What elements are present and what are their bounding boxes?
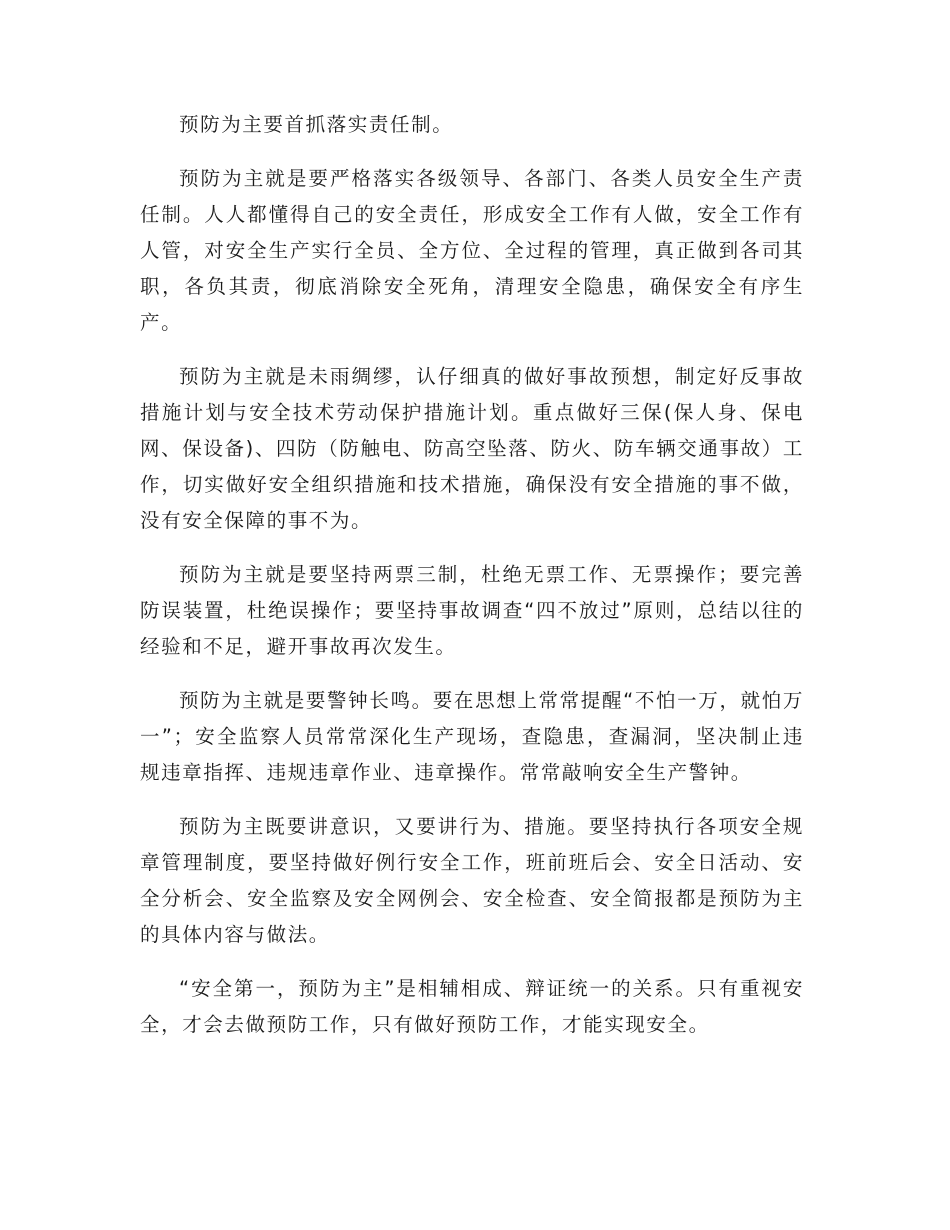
paragraph-3: 预防为主就是未雨绸缪，认仔细真的做好事故预想，制定好反事故措施计划与安全技术劳动保护措施计划。重点做好三保(保人身、保电网、保设备)、四防（防触电、防高空坠落、防火、防车辆交通事故）工作，切实做好安全组织措施和技术措施，确保没有安全措施的事不做，没有安全保障的事不为。 <box>140 365 804 532</box>
document-body <box>140 107 804 1061</box>
paragraph-2: 预防为主就是要严格落实各级领导、各部门、各类人员安全生产责任制。人人都懂得自己的安全责任，形成安全工作有人做，安全工作有人管，对安全生产实行全员、全方位、全过程的管理，真正做到各司其职，各负其责，彻底消除安全死角，清理安全隐患，确保安全有序生产。 <box>140 167 804 334</box>
paragraph-4: 预防为主就是要坚持两票三制，杜绝无票工作、无票操作；要完善防误装置，杜绝误操作；要坚持事故调查“四不放过”原则，总结以往的经验和不足，避开事故再次发生。 <box>140 563 804 658</box>
paragraph-1: 预防为主要首抓落实责任制。 <box>179 113 454 136</box>
paragraph-7: “安全第一，预防为主”是相辅相成、辩证统一的关系。只有重视安全，才会去做预防工作，只有做好预防工作，才能实现安全。 <box>140 977 804 1036</box>
paragraph-5: 预防为主就是要警钟长鸣。要在思想上常常提醒“不怕一万，就怕万一”；安全监察人员常常深化生产现场，查隐患，查漏洞，坚决制止违规违章指挥、违规违章作业、违章操作。常常敲响安全生产警钟。 <box>140 689 804 784</box>
paragraph-6: 预防为主既要讲意识，又要讲行为、措施。要坚持执行各项安全规章管理制度，要坚持做好例行安全工作，班前班后会、安全日活动、安全分析会、安全监察及安全网例会、安全检查、安全简报都是预防为主的具体内容与做法。 <box>140 815 804 946</box>
